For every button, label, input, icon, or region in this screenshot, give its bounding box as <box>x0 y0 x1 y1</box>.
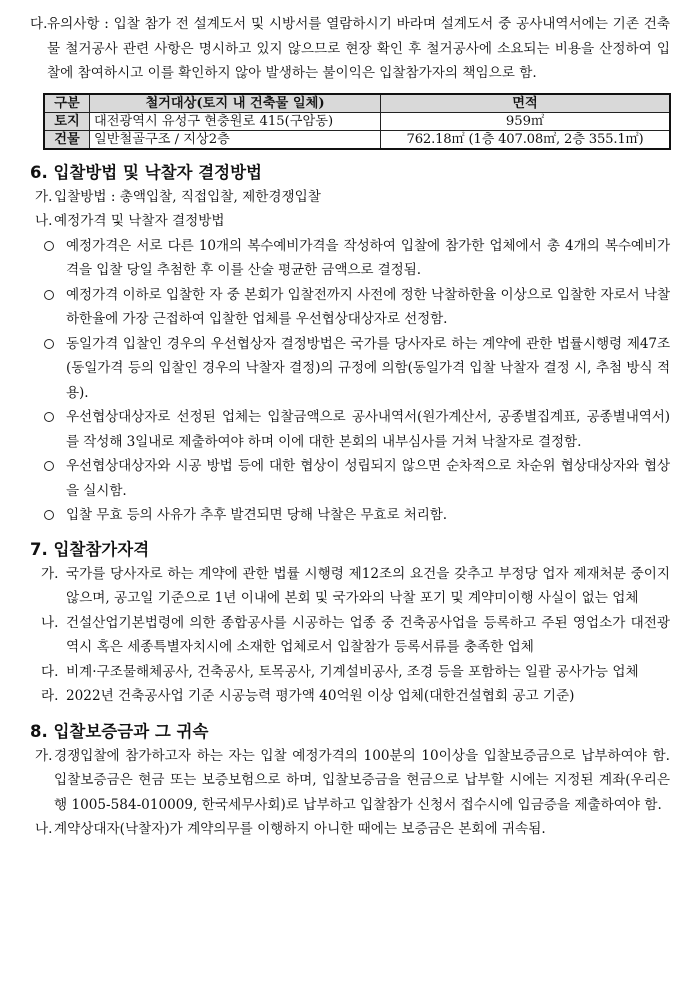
item-text: 계약상대자(낙찰자)가 계약의무를 이행하지 아니한 때에는 보증금은 본회에 귀속됨. <box>54 821 546 837</box>
table-header-cell: 면적 <box>381 94 671 113</box>
list-item <box>30 817 670 842</box>
item-text: 입찰방법 : 총액입찰, 직접입찰, 제한경쟁입찰 <box>54 188 321 205</box>
circle-bullet-icon <box>44 412 54 422</box>
table-header-cell: 구분 <box>44 94 90 113</box>
row-area: 762.18㎡ (1층 407.08㎡, 2층 355.1㎡) <box>381 130 671 149</box>
item-marker: 나. <box>35 213 53 229</box>
list-item <box>30 660 670 685</box>
item-text: 예정가격 및 낙찰자 결정방법 <box>54 213 225 229</box>
item-marker: 나. <box>35 821 53 837</box>
item-marker: 가. <box>35 747 53 764</box>
list-item <box>30 562 670 611</box>
section-title-6: 6. 입찰방법 및 낙찰자 결정방법 <box>30 162 262 182</box>
notice-paragraph <box>30 12 670 86</box>
item-text: 2022년 건축공사업 기준 시공능력 평가액 40억원 이상 업체(대한건설협회 공고 기준) <box>66 688 575 704</box>
table-row <box>44 130 670 149</box>
section-title-8: 8. 입찰보증금과 그 귀속 <box>30 721 209 741</box>
bullet-item <box>30 454 670 503</box>
section-title-7: 7. 입찰참가자격 <box>30 539 150 559</box>
bullet-item <box>30 405 670 454</box>
circle-bullet-icon <box>44 510 54 520</box>
bullet-text: 입찰 무효 등의 사유가 추후 발견되면 당해 낙찰은 무효로 처리함. <box>66 507 448 523</box>
item-marker: 나. <box>41 614 59 631</box>
table-row <box>44 112 670 130</box>
row-target: 일반철골구조 / 지상2층 <box>90 130 381 149</box>
bullet-text: 동일가격 입찰인 경우의 우선협상자 결정방법은 국가를 당사자로 하는 계약에 관한 법률시행령 제47조(동일가격 등의 입찰인 경우의 낙찰자 결정)의 규정에 의함(동일가격 입찰 낙찰자 결정 시, 추첨 방식 적용). <box>66 335 670 401</box>
bullet-item <box>30 234 670 283</box>
item-marker: 다. <box>41 663 59 680</box>
item-marker: 가. <box>35 188 53 205</box>
notice-text: 유의사항 : 입찰 참가 전 설계도서 및 시방서를 열람하시기 바라며 설계도서 중 공사내역서에는 기존 건축물 철거공사 관련 사항은 명시하고 있지 않으므로 현장 확인 후 철거공사에 소요되는 비용을 산정하여 입찰에 참여하시고 이를 확인하지 않아 발생하는 불이익은 입찰참가자의 책임으로 함. <box>47 16 670 81</box>
bullet-item <box>30 503 670 528</box>
table-header-cell: 철거대상(토지 내 건축물 일체) <box>90 94 381 113</box>
row-label: 토지 <box>44 112 90 130</box>
bullet-text: 우선협상대상자와 시공 방법 등에 대한 협상이 성립되지 않으면 순차적으로 차순위 협상대상자와 협상을 실시함. <box>66 458 670 499</box>
item-text: 비계·구조물해체공사, 건축공사, 토목공사, 기계설비공사, 조경 등을 포함하는 일괄 공사가능 업체 <box>66 663 639 680</box>
bullet-text: 우선협상대상자로 선정된 업체는 입찰금액으로 공사내역서(원가계산서, 공종별집계표, 공종별내역서)를 작성해 3일내로 제출하여야 하며 이에 대한 본회의 내부심사를 거쳐 낙찰자로 결정함. <box>66 409 670 450</box>
circle-bullet-icon <box>44 290 54 300</box>
circle-bullet-icon <box>44 339 54 349</box>
circle-bullet-icon <box>44 461 54 471</box>
item-text: 건설산업기본법령에 의한 종합공사를 시공하는 업종 중 건축공사업을 등록하고 주된 영업소가 대전광역시 혹은 세종특별자치시에 소재한 업체로서 입찰참가 등록서류를 충족한 업체 <box>66 614 670 655</box>
bullet-text: 예정가격 이하로 입찰한 자 중 본회가 입찰전까지 사전에 정한 낙찰하한율 이상으로 입찰한 자로서 낙찰하한율에 가장 근접하여 입찰한 업체를 우선협상대상자로 선정함. <box>66 286 670 327</box>
bullet-item <box>30 332 670 406</box>
table-header-row <box>44 94 670 113</box>
row-target: 대전광역시 유성구 현충원로 415(구암동) <box>90 112 381 130</box>
row-area: 959㎡ <box>381 112 671 130</box>
bullet-text: 예정가격은 서로 다른 10개의 복수예비가격을 작성하여 입찰에 참가한 업체에서 총 4개의 복수예비가격을 입찰 당일 추첨한 후 이를 산술 평균한 금액으로 결정됨. <box>66 237 670 278</box>
item-marker: 가. <box>41 565 59 582</box>
item-text: 경쟁입찰에 참가하고자 하는 자는 입찰 예정가격의 100분의 10이상을 입찰보증금으로 납부하여야 함. 입찰보증금은 현금 또는 보증보험으로 하며, 입찰보증금을 현금으로 납부할 시에는 지정된 계좌(우리은행 1005-584-010009, 한국세무사회)로 납부하고 입찰참가 신청서 접수시에 입금증을 제출하여야 함. <box>54 747 670 813</box>
list-item <box>30 611 670 660</box>
item-text: 국가를 당사자로 하는 계약에 관한 법률 시행령 제12조의 요건을 갖추고 부정당 업자 제재처분 중이지 않으며, 공고일 기준으로 1년 이내에 본회 및 국가와의 낙찰 포기 및 계약미이행 사실이 없는 업체 <box>66 565 670 606</box>
item-marker: 라. <box>41 688 59 704</box>
list-item <box>30 684 670 709</box>
list-item <box>30 185 670 210</box>
bullet-item <box>30 283 670 332</box>
list-item <box>30 744 670 818</box>
list-item <box>30 209 670 234</box>
circle-bullet-icon <box>44 241 54 251</box>
item-marker: 다. <box>30 16 48 32</box>
demolition-table <box>43 93 671 150</box>
row-label: 건물 <box>44 130 90 149</box>
